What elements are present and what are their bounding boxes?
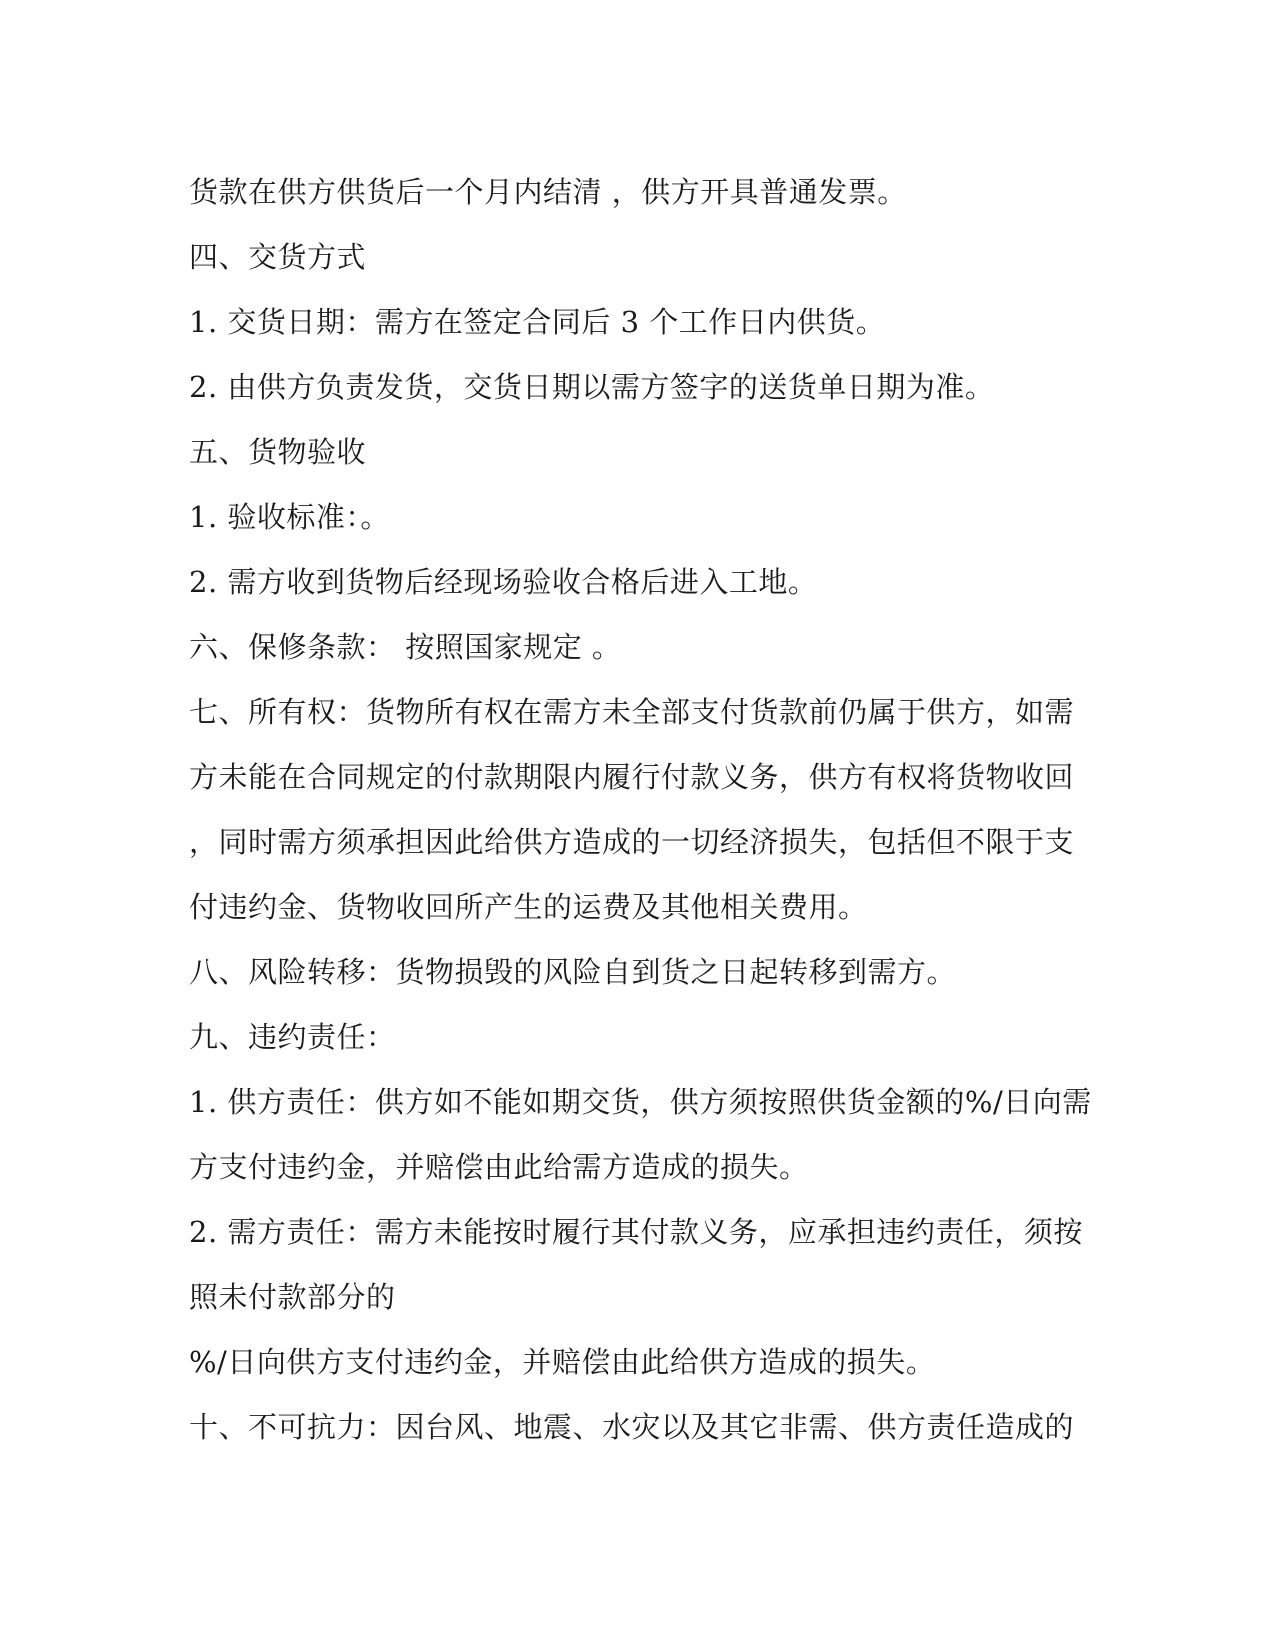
paragraph-ownership-line-1: 七、所有权：货物所有权在需方未全部支付货款前仍属于供方，如需: [189, 695, 1075, 729]
heading-goods-acceptance: 五、货物验收: [189, 435, 367, 469]
clause-buyer-liability-line-3: %/日向供方支付违约金，并赔偿由此给供方造成的损失。: [189, 1345, 936, 1379]
clause-delivery-date: 1. 交货日期：需方在签定合同后 3 个工作日内供货。: [189, 305, 886, 339]
paragraph-ownership-line-3: ，同时需方须承担因此给供方造成的一切经济损失，包括但不限于支: [189, 825, 1075, 859]
paragraph-ownership-line-2: 方未能在合同规定的付款期限内履行付款义务，供方有权将货物收回: [189, 760, 1075, 794]
clause-supplier-liability-line-2: 方支付违约金，并赔偿由此给需方造成的损失。: [189, 1150, 809, 1184]
clause-buyer-liability-line-1: 2. 需方责任：需方未能按时履行其付款义务，应承担违约责任，须按: [189, 1215, 1083, 1249]
clause-supplier-liability-line-1: 1. 供方责任：供方如不能如期交货，供方须按照供货金额的%/日向需: [189, 1085, 1092, 1119]
clause-buyer-liability-line-2: 照未付款部分的: [189, 1280, 396, 1314]
paragraph-ownership-line-4: 付违约金、货物收回所产生的运费及其他相关费用。: [189, 890, 868, 924]
clause-shipping-responsibility: 2. 由供方负责发货，交货日期以需方签字的送货单日期为准。: [189, 370, 995, 404]
heading-breach-liability: 九、违约责任：: [189, 1020, 396, 1054]
heading-delivery-method: 四、交货方式: [189, 240, 367, 274]
clause-acceptance-standard: 1. 验收标准：。: [189, 500, 390, 534]
paragraph-force-majeure: 十、不可抗力：因台风、地震、水灾以及其它非需、供方责任造成的: [189, 1410, 1075, 1444]
document-body: [189, 160, 1092, 1460]
clause-onsite-acceptance: 2. 需方收到货物后经现场验收合格后进入工地。: [189, 565, 818, 599]
paragraph-payment-settlement: 货款在供方供货后一个月内结清 ，供方开具普通发票。: [189, 175, 907, 209]
heading-warranty-terms: 六、保修条款： 按照国家规定 。: [189, 630, 622, 664]
paragraph-risk-transfer: 八、风险转移：货物损毁的风险自到货之日起转移到需方。: [189, 955, 957, 989]
